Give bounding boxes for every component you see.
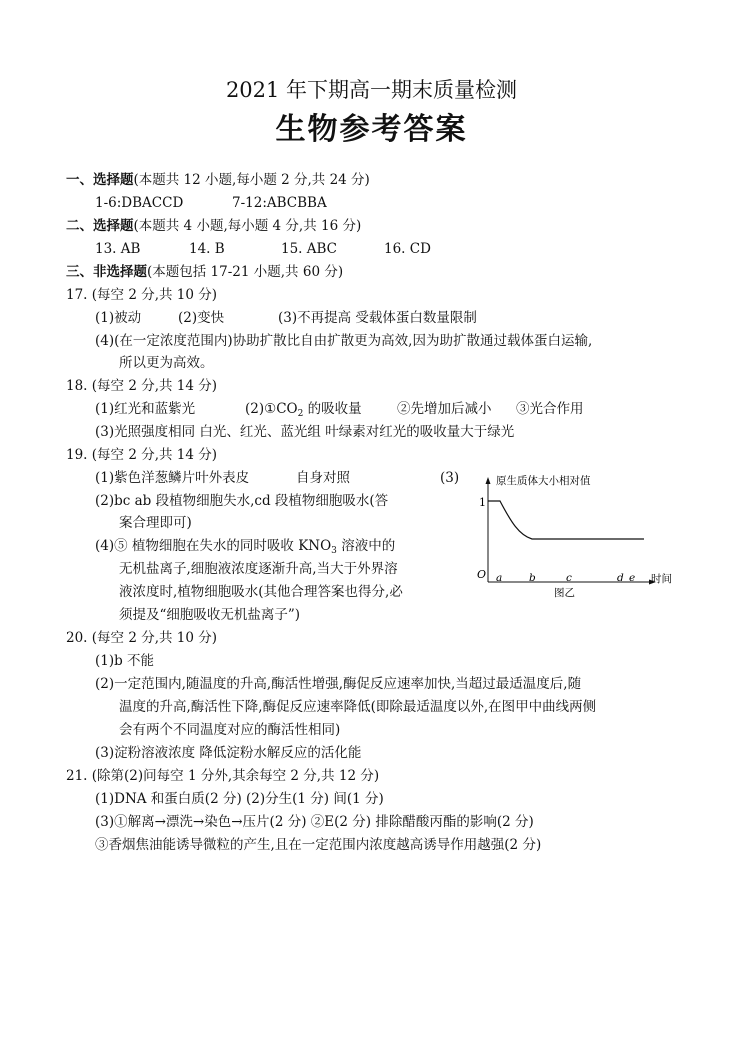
answer-14: 14. B bbox=[189, 241, 225, 257]
section-3-label: 三、非选择题 bbox=[66, 264, 147, 280]
exam-title: 2021 年下期高一期末质量检测 bbox=[225, 78, 518, 102]
q18-answer-1: (1)红光和蓝紫光 bbox=[95, 401, 196, 417]
q17-answer-2: (2)变快 bbox=[178, 310, 225, 326]
q20-heading: 20. (每空 2 分,共 10 分) bbox=[66, 630, 218, 646]
section-3-heading bbox=[66, 263, 343, 281]
q19-answer-1a: (1)紫色洋葱鳞片叶外表皮 bbox=[95, 470, 250, 486]
q18-answer-2a-suffix: 的吸收量 bbox=[303, 401, 362, 417]
q21-answer-3-continued: ③香烟焦油能诱导微粒的产生,且在一定范围内浓度越高诱导作用越强(2 分) bbox=[95, 837, 542, 853]
x-axis-label: 时间 bbox=[651, 573, 672, 585]
q17-answer-3: (3)不再提高 受载体蛋白数量限制 bbox=[278, 310, 477, 326]
answers-1-6: 1-6:DBACCD bbox=[95, 195, 184, 211]
x-tick-e: e bbox=[629, 572, 636, 584]
q19-kno3-subscript: 3 bbox=[331, 546, 337, 556]
y-axis-label: 原生质体大小相对值 bbox=[496, 475, 591, 487]
section-2-label: 二、选择题 bbox=[66, 218, 134, 234]
x-tick-c: c bbox=[566, 572, 572, 584]
q17-answer-4-line-1: (4)(在一定浓度范围内)协助扩散比自由扩散更为高效,因为助扩散通过载体蛋白运输, bbox=[95, 333, 593, 349]
q18-answer-2c: ③光合作用 bbox=[516, 401, 584, 417]
q19-answer-4-line-3: 液浓度时,植物细胞吸水(其他合理答案也得分,必 bbox=[119, 584, 403, 600]
q18-answer-2a bbox=[245, 400, 362, 423]
q17-heading: 17. (每空 2 分,共 10 分) bbox=[66, 287, 218, 303]
q17-answer-4-line-2: 所以更为高效。 bbox=[119, 355, 214, 371]
q19-heading: 19. (每空 2 分,共 14 分) bbox=[66, 447, 218, 463]
figure-protoplast-size bbox=[466, 470, 696, 600]
q18-answer-3: (3)光照强度相同 白光、红光、蓝光组 叶绿素对红光的吸收量大于绿光 bbox=[95, 424, 515, 440]
q19-answer-2-line-1: (2)bc ab 段植物细胞失水,cd 段植物细胞吸水(答 bbox=[95, 493, 389, 509]
answers-7-12: 7-12:ABCBBA bbox=[232, 195, 327, 211]
section-1-heading bbox=[66, 171, 370, 189]
q20-answer-1: (1)b 不能 bbox=[95, 653, 155, 669]
y-tick-1: 1 bbox=[479, 496, 486, 509]
y-axis-arrow bbox=[486, 477, 491, 484]
q21-answer-3: (3)①解离→漂洗→染色→压片(2 分) ②E(2 分) 排除醋酸丙酯的影响(2 分) bbox=[95, 814, 534, 830]
section-2-heading bbox=[66, 217, 361, 235]
x-tick-d: d bbox=[617, 572, 624, 584]
q18-answer-2a-text: (2)①CO bbox=[245, 401, 298, 417]
answer-key-title: 生物参考答案 bbox=[275, 112, 468, 147]
protoplast-curve bbox=[488, 501, 644, 539]
q19-answer-4-suffix: 溶液中的 bbox=[336, 538, 396, 554]
q20-answer-2-line-1: (2)一定范围内,随温度的升高,酶活性增强,酶促反应速率加快,当超过最适温度后,随 bbox=[95, 676, 582, 692]
q20-answer-2-line-3: 会有两个不同温度对应的酶活性相同) bbox=[119, 722, 341, 738]
q18-co2-subscript: 2 bbox=[297, 409, 304, 419]
q21-answer-1-2: (1)DNA 和蛋白质(2 分) (2)分生(1 分) 间(1 分) bbox=[95, 791, 384, 807]
q18-answer-2b: ②先增加后减小 bbox=[397, 401, 492, 417]
q18-heading: 18. (每空 2 分,共 14 分) bbox=[66, 378, 218, 394]
q20-answer-3: (3)淀粉溶液浓度 降低淀粉水解反应的活化能 bbox=[95, 745, 362, 761]
section-1-label: 一、选择题 bbox=[66, 172, 134, 188]
q17-answer-1: (1)被动 bbox=[95, 310, 142, 326]
section-1-note: (本题共 12 小题,每小题 2 分,共 24 分) bbox=[133, 172, 370, 188]
origin-label: O bbox=[477, 568, 487, 581]
q19-answer-3-label: (3) bbox=[440, 470, 460, 486]
q19-answer-1b: 自身对照 bbox=[296, 470, 350, 486]
answer-13: 13. AB bbox=[95, 241, 141, 257]
q20-answer-2-line-2: 温度的升高,酶活性下降,酶促反应速率降低(即除最适温度以外,在图甲中曲线两侧 bbox=[119, 699, 597, 715]
answer-16: 16. CD bbox=[384, 241, 431, 257]
x-tick-b: b bbox=[529, 572, 536, 584]
q21-heading: 21. (除第(2)问每空 1 分外,其余每空 2 分,共 12 分) bbox=[66, 768, 380, 784]
answer-15: 15. ABC bbox=[281, 241, 338, 257]
q19-answer-4-line-1 bbox=[95, 537, 395, 560]
section-2-note: (本题共 4 小题,每小题 4 分,共 16 分) bbox=[133, 218, 362, 234]
q19-answer-4-line-2: 无机盐离子,细胞液浓度逐渐升高,当大于外界溶 bbox=[119, 561, 398, 577]
q19-answer-4-line-4: 须提及“细胞吸收无机盐离子”) bbox=[119, 607, 301, 623]
q19-answer-4-text: (4)⑤ 植物细胞在失水的同时吸收 KNO bbox=[95, 538, 332, 554]
section-3-note: (本题包括 17-21 小题,共 60 分) bbox=[147, 264, 344, 280]
q19-answer-2-line-2: 案合理即可) bbox=[119, 515, 192, 531]
figure-caption: 图乙 bbox=[554, 587, 575, 599]
x-tick-a: a bbox=[496, 572, 503, 584]
